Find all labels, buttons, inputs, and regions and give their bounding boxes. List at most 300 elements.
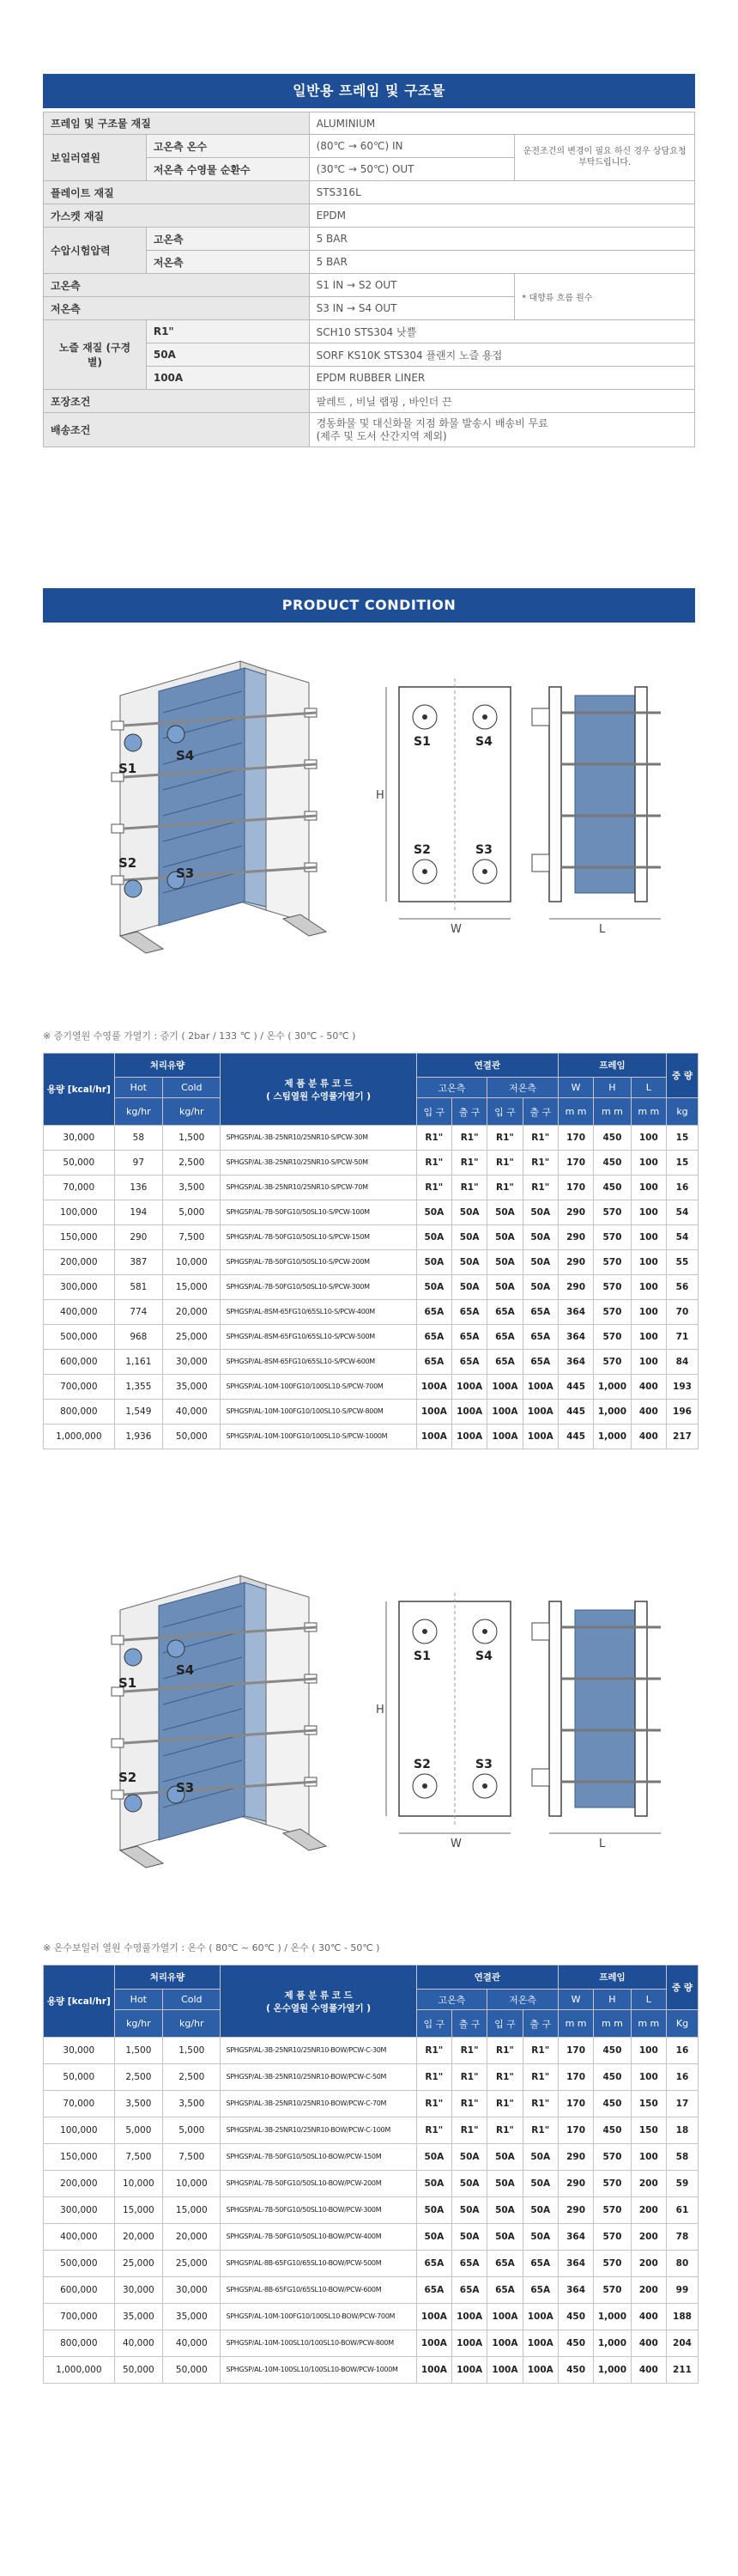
table-cell: 84 xyxy=(666,1350,698,1375)
table-cell: 50A xyxy=(452,1200,487,1225)
table-cell: 450 xyxy=(558,2330,593,2357)
spec-sublabel: 고온측 xyxy=(146,228,309,251)
exchanger-side-view xyxy=(532,1601,661,1833)
header-frame: 프레임 xyxy=(558,1965,666,1990)
table-row xyxy=(44,2091,699,2117)
table-cell: 50,000 xyxy=(44,1151,115,1176)
spec-value: 5 BAR xyxy=(309,228,694,251)
table-cell: SPHGSP/AL-7B-50FG10/50SL10-BOW/PCW-300M xyxy=(221,2197,416,2224)
table-cell: 58 xyxy=(114,1126,163,1151)
table-cell: 1,000 xyxy=(594,1375,631,1400)
table-cell: 100A xyxy=(523,1400,558,1425)
table-cell: 100A xyxy=(487,2304,523,2330)
table-cell: SPHGSP/AL-7B-50FG10/50SL10-S/PCW-150M xyxy=(221,1225,416,1250)
exchanger-front-view xyxy=(386,1593,511,1833)
table-cell: 50A xyxy=(416,1250,451,1275)
table-row xyxy=(44,2171,699,2197)
table-cell: 100A xyxy=(416,2357,451,2384)
table-cell: 35,000 xyxy=(114,2304,163,2330)
table-cell: 100A xyxy=(487,1375,523,1400)
table-cell: R1" xyxy=(452,2064,487,2091)
table-cell: 54 xyxy=(666,1200,698,1225)
table-row xyxy=(44,2251,699,2277)
table-cell: 364 xyxy=(558,1325,593,1350)
table-cell: 20,000 xyxy=(114,2224,163,2251)
exchanger-iso-drawing xyxy=(112,661,326,953)
table-cell: 100A xyxy=(416,1425,451,1449)
exchanger-side-view xyxy=(532,687,661,919)
table-row xyxy=(44,1300,699,1325)
table-cell: 71 xyxy=(666,1325,698,1350)
table-cell: 30,000 xyxy=(163,2277,221,2304)
header-cold-unit: kg/hr xyxy=(163,1098,221,1126)
header-code xyxy=(221,1054,416,1126)
table-cell: 1,000 xyxy=(594,2357,631,2384)
table-cell: 450 xyxy=(594,1126,631,1151)
table-cell: 570 xyxy=(594,1300,631,1325)
header-code-line2: ( 온수열원 수영풀가열기 ) xyxy=(266,2002,372,2014)
spec-label: 가스켓 재질 xyxy=(44,204,310,228)
table-cell: 1,500 xyxy=(163,1126,221,1151)
table-cell: 40,000 xyxy=(114,2330,163,2357)
table-cell: 600,000 xyxy=(44,1350,115,1375)
table-cell: 1,936 xyxy=(114,1425,163,1449)
table-cell: 65A xyxy=(523,1325,558,1350)
table-cell: 20,000 xyxy=(163,2224,221,2251)
spec-label: 노즐 재질 (구경 별) xyxy=(44,320,147,390)
table-row xyxy=(44,2357,699,2384)
label-front-s4: S4 xyxy=(475,735,493,749)
table-cell: 100 xyxy=(631,2064,666,2091)
table-cell: 200 xyxy=(631,2251,666,2277)
table-cell: 65A xyxy=(487,2277,523,2304)
table-cell: 50A xyxy=(523,1250,558,1275)
header-conn-hot: 고온측 xyxy=(416,1078,487,1098)
header-frame: 프레임 xyxy=(558,1054,666,1078)
table-cell: 78 xyxy=(666,2224,698,2251)
label-front-s2: S2 xyxy=(414,843,431,857)
table-cell: 1,000,000 xyxy=(44,1425,115,1449)
label-s1: S1 xyxy=(118,1675,137,1691)
table-cell: 290 xyxy=(558,1250,593,1275)
table-cell: 136 xyxy=(114,1176,163,1200)
spec-note: * 대향류 흐름 원수 xyxy=(515,274,695,320)
table-cell: 3,500 xyxy=(163,2091,221,2117)
table-cell: 1,000,000 xyxy=(44,2357,115,2384)
table-cell: 65A xyxy=(487,1350,523,1375)
header-hot: Hot xyxy=(114,1078,163,1098)
table-cell: 65A xyxy=(416,1325,451,1350)
spec-sublabel: 50A xyxy=(146,343,309,367)
table-cell: 290 xyxy=(558,2197,593,2224)
table-cell: 170 xyxy=(558,2064,593,2091)
table-cell: 50A xyxy=(416,2144,451,2171)
table-cell: SPHGSP/AL-8SM-65FG10/65SL10-S/PCW-500M xyxy=(221,1325,416,1350)
table-cell: 100A xyxy=(452,1425,487,1449)
table-cell: SPHGSP/AL-10M-100SL10/100SL10-BOW/PCW-800M xyxy=(221,2330,416,2357)
header-conn-hot: 고온측 xyxy=(416,1990,487,2010)
table-cell: 217 xyxy=(666,1425,698,1449)
table-cell: 600,000 xyxy=(44,2277,115,2304)
table-cell: 50A xyxy=(523,2197,558,2224)
table-cell: 50A xyxy=(487,1200,523,1225)
header-cold: Cold xyxy=(163,1990,221,2010)
header-weight: 중 량 xyxy=(666,1965,698,2010)
table-row xyxy=(44,1275,699,1300)
table-cell: 364 xyxy=(558,2224,593,2251)
label-w: W xyxy=(451,923,462,936)
table-cell: SPHGSP/AL-3B-25NR10/25NR10-BOW/PCW-C-70M xyxy=(221,2091,416,2117)
table-cell: 1,161 xyxy=(114,1350,163,1375)
table-cell: 65A xyxy=(523,1300,558,1325)
spec-label: 배송조건 xyxy=(44,413,310,447)
table-cell: 30,000 xyxy=(44,2038,115,2064)
table-cell: SPHGSP/AL-7B-50FG10/50SL10-BOW/PCW-150M xyxy=(221,2144,416,2171)
label-front-s1: S1 xyxy=(414,1649,431,1663)
label-front-s3: S3 xyxy=(475,843,493,857)
table-row xyxy=(44,2117,699,2144)
table-cell: 1,500 xyxy=(114,2038,163,2064)
table-cell: 100 xyxy=(631,1325,666,1350)
table-row xyxy=(44,2144,699,2171)
table-cell: 400 xyxy=(631,2357,666,2384)
table-row xyxy=(44,1200,699,1225)
table-cell: 54 xyxy=(666,1225,698,1250)
table-cell: 700,000 xyxy=(44,2304,115,2330)
table-cell: 400,000 xyxy=(44,2224,115,2251)
table-cell: 1,500 xyxy=(163,2038,221,2064)
table-cell: 300,000 xyxy=(44,1275,115,1300)
table-cell: 3,500 xyxy=(114,2091,163,2117)
table-cell: SPHGSP/AL-8SM-65FG10/65SL10-S/PCW-600M xyxy=(221,1350,416,1375)
table-cell: 70,000 xyxy=(44,1176,115,1200)
table-cell: SPHGSP/AL-7B-50FG10/50SL10-BOW/PCW-400M xyxy=(221,2224,416,2251)
table-row xyxy=(44,2330,699,2357)
table-cell: 204 xyxy=(666,2330,698,2357)
label-front-s3: S3 xyxy=(475,1758,493,1771)
table-cell: 35,000 xyxy=(163,2304,221,2330)
table-cell: 290 xyxy=(558,1200,593,1225)
table-cell: 1,000 xyxy=(594,1400,631,1425)
table-cell: 50A xyxy=(452,1275,487,1300)
table-cell: 10,000 xyxy=(114,2171,163,2197)
label-l: L xyxy=(599,1838,606,1850)
header-connection: 연결관 xyxy=(416,1054,558,1078)
spec-sublabel: 고온측 온수 xyxy=(146,135,309,158)
table-cell: SPHGSP/AL-3B-25NR10/25NR10-S/PCW-70M xyxy=(221,1176,416,1200)
table-cell: 1,000 xyxy=(594,2304,631,2330)
header-hot-unit: kg/hr xyxy=(114,2010,163,2038)
table-cell: 570 xyxy=(594,1350,631,1375)
table-cell: 50A xyxy=(487,2171,523,2197)
table-cell: 100 xyxy=(631,1176,666,1200)
table-cell: 65A xyxy=(523,2251,558,2277)
table-cell: 1,355 xyxy=(114,1375,163,1400)
exchanger-front-view xyxy=(386,678,511,919)
label-s3: S3 xyxy=(176,866,195,881)
table-cell: 40,000 xyxy=(163,1400,221,1425)
table-cell: 50A xyxy=(416,2171,451,2197)
table-cell: 500,000 xyxy=(44,1325,115,1350)
table-cell: 100A xyxy=(416,2304,451,2330)
table-cell: 7,500 xyxy=(163,1225,221,1250)
table-row xyxy=(44,1225,699,1250)
table-cell: 100 xyxy=(631,1126,666,1151)
table-cell: 50A xyxy=(487,2224,523,2251)
label-s1: S1 xyxy=(118,761,137,776)
table-cell: SPHGSP/AL-7B-50FG10/50SL10-S/PCW-300M xyxy=(221,1275,416,1300)
table-cell: R1" xyxy=(523,2038,558,2064)
table-cell: 80 xyxy=(666,2251,698,2277)
table-cell: 1,000 xyxy=(594,1425,631,1449)
table-cell: 7,500 xyxy=(163,2144,221,2171)
spec-sublabel: R1" xyxy=(146,320,309,343)
table-cell: 65A xyxy=(452,2277,487,2304)
table-cell: 581 xyxy=(114,1275,163,1300)
table-cell: 15,000 xyxy=(163,1275,221,1300)
table-cell: 100A xyxy=(416,2330,451,2357)
table-cell: 450 xyxy=(594,2038,631,2064)
table-cell: 364 xyxy=(558,1350,593,1375)
table-cell: 570 xyxy=(594,2197,631,2224)
table-cell: 50A xyxy=(523,1275,558,1300)
header-in: 입 구 xyxy=(416,1098,451,1126)
table-cell: SPHGSP/AL-10M-100FG10/100SL10-S/PCW-700M xyxy=(221,1375,416,1400)
table-cell: R1" xyxy=(452,2038,487,2064)
header-kg: Kg xyxy=(666,2010,698,2038)
table-cell: 2,500 xyxy=(114,2064,163,2091)
table-cell: SPHGSP/AL-8B-65FG10/65SL10-BOW/PCW-500M xyxy=(221,2251,416,2277)
table-cell: SPHGSP/AL-10M-100FG10/100SL10-S/PCW-1000M xyxy=(221,1425,416,1449)
spec-label: 수압시험압력 xyxy=(44,228,147,274)
header-capacity: 용량 [kcal/hr] xyxy=(44,1965,115,2038)
table-cell: 50,000 xyxy=(163,1425,221,1449)
spec-label: 저온측 xyxy=(44,297,310,320)
table-cell: 400 xyxy=(631,1400,666,1425)
spec-table xyxy=(43,112,695,447)
table-cell: SPHGSP/AL-7B-50FG10/50SL10-S/PCW-200M xyxy=(221,1250,416,1275)
table-cell: 290 xyxy=(558,2171,593,2197)
table-cell: 450 xyxy=(558,2304,593,2330)
table-cell: 100A xyxy=(452,1375,487,1400)
spec-value: SORF KS10K STS304 플랜지 노즐 용접 xyxy=(309,343,694,367)
header-cold-unit: kg/hr xyxy=(163,2010,221,2038)
table-cell: 570 xyxy=(594,1200,631,1225)
table-cell: 20,000 xyxy=(163,1300,221,1325)
table-cell: 450 xyxy=(594,2064,631,2091)
table-cell: R1" xyxy=(487,1126,523,1151)
table-cell: 290 xyxy=(558,1225,593,1250)
table-cell: R1" xyxy=(523,1151,558,1176)
table-cell: 25,000 xyxy=(114,2251,163,2277)
spec-value: EPDM RUBBER LINER xyxy=(309,367,694,390)
table-cell: 50,000 xyxy=(114,2357,163,2384)
label-h: H xyxy=(376,1704,384,1716)
spec-label: 고온측 xyxy=(44,274,310,297)
table-cell: R1" xyxy=(487,1151,523,1176)
table-cell: 30,000 xyxy=(163,1350,221,1375)
table-cell: 100 xyxy=(631,1200,666,1225)
table-cell: 800,000 xyxy=(44,1400,115,1425)
table-cell: 100 xyxy=(631,1350,666,1375)
table-cell: 200,000 xyxy=(44,1250,115,1275)
header-flow: 처리유량 xyxy=(114,1965,221,1990)
table-cell: 35,000 xyxy=(163,1375,221,1400)
table-cell: 364 xyxy=(558,2277,593,2304)
table-cell: 570 xyxy=(594,1325,631,1350)
table-cell: 570 xyxy=(594,1250,631,1275)
header-mm: m m xyxy=(631,2010,666,2038)
label-front-s1: S1 xyxy=(414,735,431,749)
table-cell: 100 xyxy=(631,1250,666,1275)
table-cell: 59 xyxy=(666,2171,698,2197)
table-cell: 500,000 xyxy=(44,2251,115,2277)
table-cell: 300,000 xyxy=(44,2197,115,2224)
header-mm: m m xyxy=(558,1098,593,1126)
table-cell: 387 xyxy=(114,1250,163,1275)
header-conn-cold: 저온측 xyxy=(487,1990,559,2010)
table-cell: 55 xyxy=(666,1250,698,1275)
spec-value: ALUMINIUM xyxy=(309,112,694,135)
table-cell: 3,500 xyxy=(163,1176,221,1200)
table-cell: R1" xyxy=(523,2117,558,2144)
table-cell: 100A xyxy=(523,2304,558,2330)
table-cell: 100A xyxy=(416,1375,451,1400)
table-cell: R1" xyxy=(487,2064,523,2091)
table-cell: 188 xyxy=(666,2304,698,2330)
table-cell: SPHGSP/AL-3B-25NR10/25NR10-BOW/PCW-C-100M xyxy=(221,2117,416,2144)
table-cell: 445 xyxy=(558,1400,593,1425)
label-s4: S4 xyxy=(176,1662,195,1678)
table-cell: 16 xyxy=(666,1176,698,1200)
table-cell: 50A xyxy=(523,2171,558,2197)
table-cell: 100A xyxy=(487,1425,523,1449)
label-s3: S3 xyxy=(176,1780,195,1795)
table-cell: 170 xyxy=(558,2091,593,2117)
table-cell: 50A xyxy=(487,2144,523,2171)
table-cell: 5,000 xyxy=(163,1200,221,1225)
header-l: L xyxy=(631,1078,666,1098)
table-cell: R1" xyxy=(452,1176,487,1200)
table-cell: 65A xyxy=(452,1350,487,1375)
table-row xyxy=(44,2304,699,2330)
table-cell: 1,000 xyxy=(594,2330,631,2357)
table-cell: 100A xyxy=(523,2357,558,2384)
header-out: 출 구 xyxy=(523,2010,558,2038)
table-cell: 100A xyxy=(487,2330,523,2357)
table-cell: 10,000 xyxy=(163,1250,221,1275)
table-cell: R1" xyxy=(452,1126,487,1151)
spec-value: STS316L xyxy=(309,181,694,204)
table-cell: 50A xyxy=(452,2224,487,2251)
table-cell: 65A xyxy=(452,1325,487,1350)
table-cell: 100A xyxy=(523,1375,558,1400)
table-cell: 170 xyxy=(558,1151,593,1176)
label-s4: S4 xyxy=(176,748,195,763)
table-cell: 65A xyxy=(416,1350,451,1375)
table-cell: 50A xyxy=(523,1200,558,1225)
table-cell: R1" xyxy=(487,2117,523,2144)
table-cell: 17 xyxy=(666,2091,698,2117)
table-cell: 5,000 xyxy=(114,2117,163,2144)
spec-value: (30℃ → 50℃) OUT xyxy=(309,158,515,181)
table-cell: 50A xyxy=(487,1225,523,1250)
spec-value: 5 BAR xyxy=(309,251,694,274)
table-cell: 570 xyxy=(594,2224,631,2251)
table-cell: SPHGSP/AL-3B-25NR10/25NR10-S/PCW-50M xyxy=(221,1151,416,1176)
table-cell: 100A xyxy=(523,1425,558,1449)
table-cell: 450 xyxy=(594,1151,631,1176)
table-cell: 570 xyxy=(594,2251,631,2277)
header-connection: 연결관 xyxy=(416,1965,558,1990)
spec-value: SCH10 STS304 낫쁠 xyxy=(309,320,694,343)
table-row xyxy=(44,1350,699,1375)
table-cell: 50,000 xyxy=(44,2064,115,2091)
table-cell: R1" xyxy=(523,1176,558,1200)
table-cell: 50A xyxy=(452,1250,487,1275)
table-cell: 65A xyxy=(487,1300,523,1325)
table-cell: 570 xyxy=(594,1225,631,1250)
spec-value: S3 IN → S4 OUT xyxy=(309,297,515,320)
label-s2: S2 xyxy=(118,855,137,871)
table-cell: 450 xyxy=(594,2117,631,2144)
table-cell: R1" xyxy=(452,2117,487,2144)
table2-note: ※ 온수보일러 열원 수영풀가열기 : 온수 ( 80℃ ~ 60℃ ) / 온수 ( 30℃ - 50℃ ) xyxy=(43,1942,380,1953)
table-cell: SPHGSP/AL-7B-50FG10/50SL10-BOW/PCW-200M xyxy=(221,2171,416,2197)
table-cell: 56 xyxy=(666,1275,698,1300)
table-cell: 18 xyxy=(666,2117,698,2144)
header-code-line1: 제 품 분 류 코 드 xyxy=(284,1078,353,1089)
table-cell: 15 xyxy=(666,1126,698,1151)
spec-value: EPDM xyxy=(309,204,694,228)
table-cell: 50A xyxy=(523,2224,558,2251)
table-cell: 50A xyxy=(452,2171,487,2197)
table-cell: R1" xyxy=(523,2091,558,2117)
table-cell: 100A xyxy=(452,2304,487,2330)
table-cell: 30,000 xyxy=(44,1126,115,1151)
table-cell: 100 xyxy=(631,1225,666,1250)
table-cell: 70 xyxy=(666,1300,698,1325)
table-cell: 700,000 xyxy=(44,1375,115,1400)
table-cell: 15,000 xyxy=(163,2197,221,2224)
header-in: 입 구 xyxy=(416,2010,451,2038)
spec-label: 프레임 및 구조물 재질 xyxy=(44,112,310,135)
table-cell: R1" xyxy=(487,2091,523,2117)
table-row xyxy=(44,1425,699,1449)
spec-value: (80℃ → 60℃) IN xyxy=(309,135,515,158)
header-w: W xyxy=(558,1990,593,2010)
table-cell: 170 xyxy=(558,1176,593,1200)
table-cell: R1" xyxy=(416,1151,451,1176)
table-row xyxy=(44,1375,699,1400)
table-cell: 445 xyxy=(558,1425,593,1449)
table-row xyxy=(44,2197,699,2224)
spec-note: 운전조건의 변경이 필요 하신 경우 상담요청 부탁드립니다. xyxy=(515,135,695,181)
table-cell: SPHGSP/AL-7B-50FG10/50SL10-S/PCW-100M xyxy=(221,1200,416,1225)
header-code-line2: ( 스팀열원 수영풀가열기 ) xyxy=(266,1091,372,1102)
table-cell: 99 xyxy=(666,2277,698,2304)
spec-value: 팔레트 , 비닐 랩핑 , 바인더 끈 xyxy=(309,390,694,413)
header-code-line1: 제 품 분 류 코 드 xyxy=(284,1990,353,2001)
table-row xyxy=(44,2064,699,2091)
table-cell: R1" xyxy=(416,2091,451,2117)
label-h: H xyxy=(376,789,384,802)
table-cell: 65A xyxy=(452,2251,487,2277)
table-cell: 50A xyxy=(523,2144,558,2171)
table-cell: 200 xyxy=(631,2171,666,2197)
table-cell: 100 xyxy=(631,1151,666,1176)
table-cell: SPHGSP/AL-10M-100FG10/100SL10-S/PCW-800M xyxy=(221,1400,416,1425)
